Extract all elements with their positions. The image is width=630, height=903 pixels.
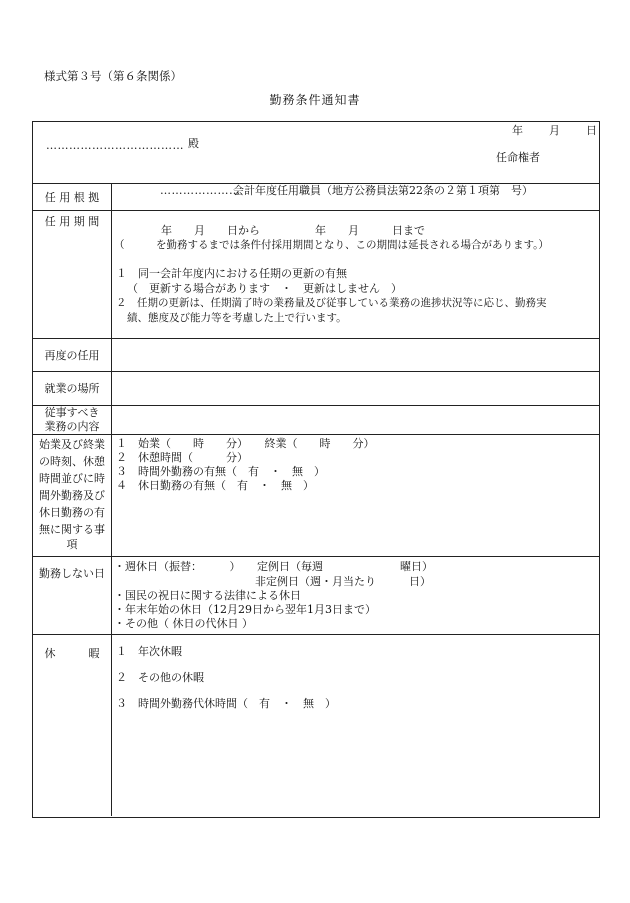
year-end-holiday: ・年末年始の休日（12月29日から翌年1月3日まで） (114, 603, 376, 616)
annual-leave: １ 年次休暇 (116, 645, 182, 658)
other-holiday: ・その他（ 休日の代休日 ） (114, 617, 253, 630)
reappointment-label: 再度の任用 (44, 349, 100, 362)
probation-note: （ を勤務するまでは条件付採用期間となり、この期間は延長される場合があります。） (114, 239, 549, 251)
row-divider (32, 556, 599, 557)
hours-label-line: 項 (66, 538, 78, 551)
leave-label: 休 暇 (44, 647, 100, 660)
row-divider (32, 405, 599, 406)
break-time: ２ 休憩時間（ 分） (116, 451, 248, 464)
hours-label-line: 時間並びに時 (39, 472, 105, 485)
overtime-flag: ３ 時間外勤務の有無（ 有 ・ 無 ） (116, 465, 325, 478)
duties-label-line1: 従事すべき (44, 406, 100, 419)
addressee-blank: ……………………………… (46, 139, 184, 152)
period-label: 任 用 期 間 (44, 215, 100, 228)
irregular-holiday: 非定例日（週・月当たり 日） (255, 575, 431, 588)
basis-label: 任 用 根 拠 (44, 191, 100, 204)
hours-label-line: 無に関する事 (39, 523, 105, 536)
period-dates: 年 月 日から 年 月 日まで (161, 224, 425, 237)
appointer-label: 任命権者 (496, 151, 540, 164)
column-divider (111, 183, 112, 816)
row-divider (32, 210, 599, 211)
hours-label-line: 間外勤務及び (39, 489, 105, 502)
duties-label-line2: 業務の内容 (44, 420, 100, 433)
document-title: 勤務条件通知書 (269, 93, 361, 107)
addressee-suffix: 殿 (188, 137, 199, 150)
basis-blank: ………………… (160, 184, 241, 197)
date-year: 年 (512, 124, 523, 137)
form-number: 様式第３号（第６条関係） (44, 69, 182, 83)
renewal-criteria-line2: 績、態度及び能力等を考慮した上で行います。 (127, 312, 347, 324)
row-divider (32, 434, 599, 435)
workplace-label: 就業の場所 (44, 382, 100, 395)
holidays-label: 勤務しない日 (39, 567, 105, 580)
holiday-work-flag: ４ 休日勤務の有無（ 有 ・ 無 ） (116, 479, 314, 492)
hours-label-line: 休日勤務の有 (39, 506, 105, 519)
date-month: 月 (549, 124, 560, 137)
renewal-criteria-line1: ２ 任期の更新は、任期満了時の業務量及び従事している業務の進捗状況等に応じ、勤務実 (116, 297, 547, 309)
row-divider (32, 371, 599, 372)
compensatory-leave: ３ 時間外勤務代休時間（ 有 ・ 無 ） (116, 697, 336, 710)
basis-text: 会計年度任用職員（地方公務員法第22条の２第１項第 号） (233, 184, 533, 197)
renewal-item: １ 同一会計年度内における任期の更新の有無 (116, 267, 347, 280)
hours-label-line: 始業及び終業 (39, 438, 105, 451)
row-divider (32, 634, 599, 635)
hours-label-line: の時刻、休憩 (39, 455, 105, 468)
row-divider (32, 338, 599, 339)
weekly-holiday: ・週休日（振替： ） 定例日（毎週 曜日） (114, 560, 433, 573)
date-day: 日 (586, 124, 597, 137)
national-holiday: ・国民の祝日に関する法律による休日 (114, 589, 301, 602)
renewal-options: （ 更新する場合があります ・ 更新はしません ） (127, 282, 402, 295)
other-leave: ２ その他の休暇 (116, 671, 204, 684)
work-start-end: １ 始業（ 時 分） 終業（ 時 分） (116, 437, 375, 450)
